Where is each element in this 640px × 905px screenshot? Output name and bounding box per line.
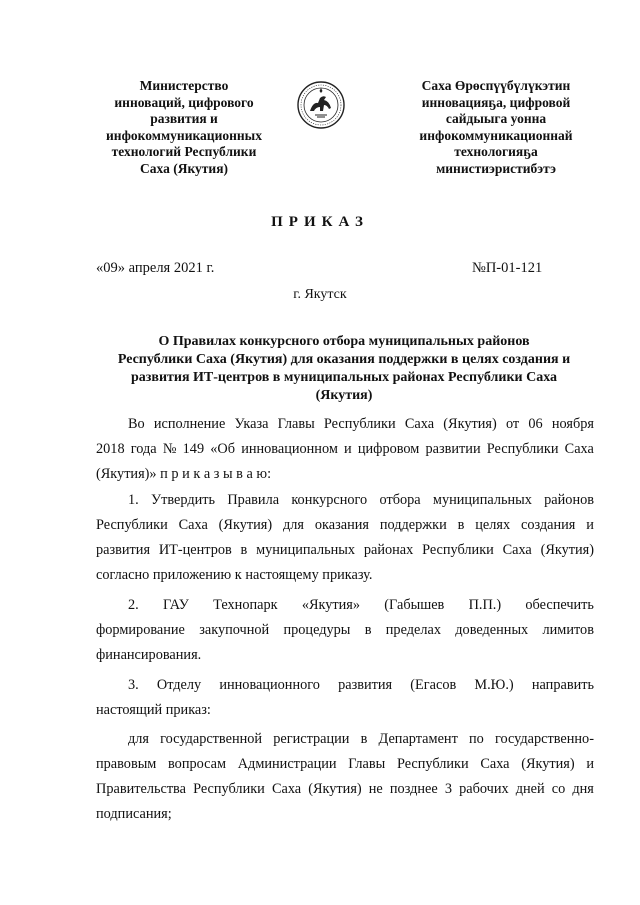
document-city: г. Якутск <box>293 287 347 302</box>
ministry-name-line: Министерство <box>139 78 229 93</box>
ministry-name-line: технологияҕа <box>454 144 538 159</box>
ministry-name-line: Саха (Якутия) <box>140 160 228 176</box>
paragraph-line: (Якутия)» п р и к а з ы в а ю: <box>96 466 272 482</box>
sakha-coat-of-arms-icon <box>296 80 346 130</box>
document-title: ПРИКАЗ <box>271 214 369 230</box>
paragraph-line: правовым вопросам Администрации Главы Республики Саха (Якутия) и <box>96 756 594 772</box>
document-date: «09» апреля 2021 г. <box>96 260 215 276</box>
paragraph-registration <box>96 727 594 827</box>
ministry-name-line: инновацияҕа, цифровой <box>421 94 571 110</box>
paragraph-line: подписания; <box>96 806 172 822</box>
paragraph-line: 3. Отделу инновационного развития (Егасов М.Ю.) направить <box>128 677 594 693</box>
ministry-name-line: министиэристибэтэ <box>436 160 556 176</box>
ministry-name-line: инфокоммуникационнай <box>419 127 573 143</box>
document-subject <box>96 333 592 405</box>
paragraph-line: 1. Утвердить Правила конкурсного отбора муниципальных районов <box>128 492 594 508</box>
paragraph-line: Правительства Республики Саха (Якутия) не позднее 3 рабочих дней со дня <box>96 781 594 797</box>
ministry-name-line: сайдыыга уонна <box>445 111 547 126</box>
paragraph-line: 2. ГАУ Технопарк «Якутия» (Габышев П.П.) обеспечить <box>128 597 594 613</box>
paragraph-line: согласно приложению к настоящему приказу. <box>96 567 373 583</box>
ministry-name-line: Саха Өрөспүүбүлүкэтин <box>421 78 571 93</box>
ministry-name-line: технологий Республики <box>111 144 257 159</box>
paragraph-preamble <box>96 412 594 487</box>
document-number: №П-01-121 <box>472 260 543 276</box>
ministry-name-russian <box>84 78 284 177</box>
paragraph-item-1 <box>96 488 594 588</box>
paragraph-line: Республики Саха (Якутия) для оказания поддержки в целях создания и <box>96 517 594 533</box>
subject-line: (Якутия) <box>315 388 373 403</box>
paragraph-line: формирование закупочной процедуры в пределах доведенных лимитов <box>96 622 594 638</box>
subject-line: О Правилах конкурсного отбора муниципальных районов <box>158 334 530 349</box>
paragraph-line: настоящий приказ: <box>96 702 211 718</box>
ministry-name-line: инноваций, цифрового <box>114 94 254 110</box>
subject-line: Республики Саха (Якутия) для оказания поддержки в целях создания и <box>117 352 571 367</box>
subject-line: развития ИТ-центров в муниципальных районах Республики Саха <box>130 370 558 385</box>
paragraph-line: развития ИТ-центров в муниципальных районах Республики Саха (Якутия) <box>96 542 594 558</box>
paragraph-line: для государственной регистрации в Департамент по государственно- <box>128 731 594 747</box>
ministry-name-line: инфокоммуникационных <box>106 127 262 143</box>
ministry-name-line: развития и <box>150 111 218 126</box>
ministry-name-sakha <box>396 78 596 177</box>
paragraph-line: Во исполнение Указа Главы Республики Саха (Якутия) от 06 ноября <box>128 416 594 432</box>
paragraph-item-3 <box>96 673 594 723</box>
paragraph-item-2 <box>96 593 594 668</box>
paragraph-line: 2018 года № 149 «Об инновационном и цифровом развитии Республики Саха <box>96 441 594 457</box>
paragraph-line: финансирования. <box>96 647 202 663</box>
